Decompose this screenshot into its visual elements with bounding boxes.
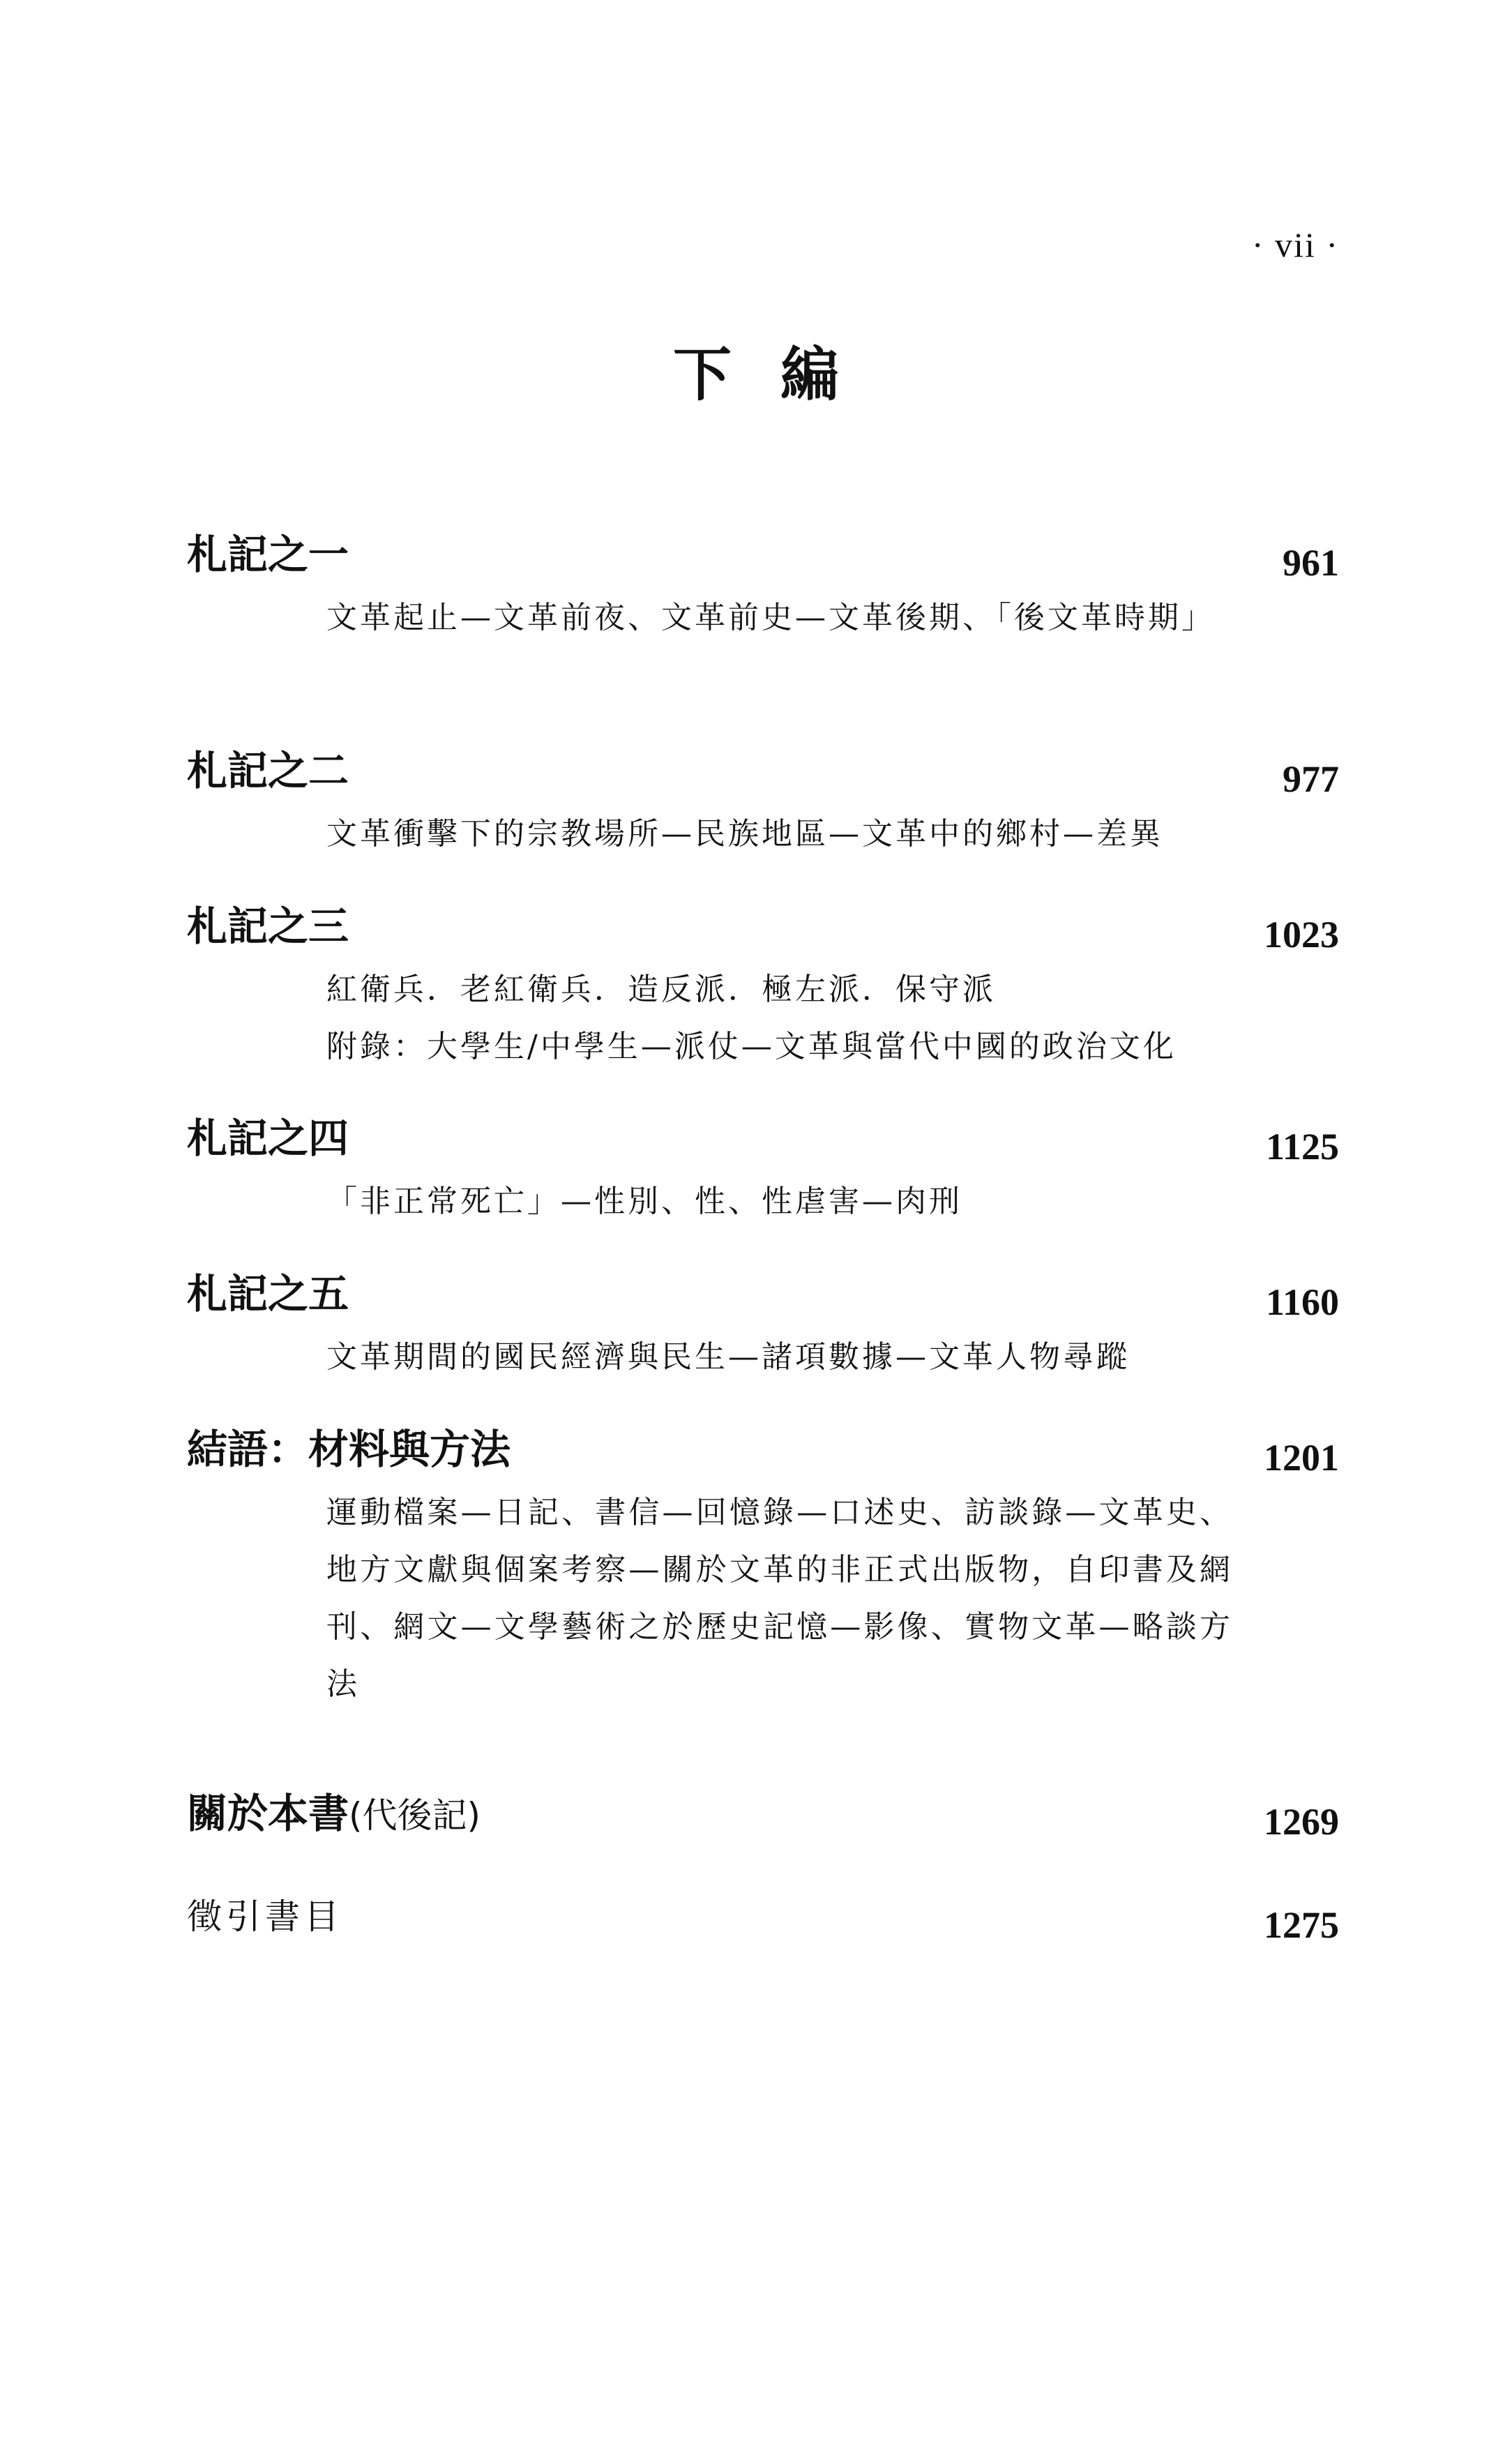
toc-entry[interactable]: [187, 1786, 1339, 1848]
entry-title: 札記之二: [187, 747, 349, 794]
entry-page-number: 961: [1283, 542, 1339, 584]
entry-description: 文革起止—文革前夜、文革前史—文革後期、「後文革時期」: [326, 600, 1215, 635]
toc-entry[interactable]: [187, 898, 1339, 1076]
entry-description-appendix: 附錄：大學生/中學生—派仗—文革與當代中國的政治文化: [326, 1029, 1177, 1064]
entry-page-number: 1023: [1264, 914, 1339, 956]
entry-title: 徵引書目: [187, 1896, 343, 1937]
entry-title: 札記之三: [187, 903, 349, 950]
entry-title-suffix: (代後記): [349, 1795, 481, 1836]
entry-title: 札記之一: [187, 531, 349, 578]
entry-title: 札記之五: [187, 1270, 349, 1318]
toc-entry[interactable]: [187, 1889, 1339, 1952]
entry-page-number: 1125: [1265, 1126, 1339, 1168]
entry-page-number: 977: [1283, 758, 1339, 800]
entry-description: 文革期間的國民經濟與民生—諸項數據—文革人物尋蹤: [326, 1339, 1130, 1375]
entry-page-number: 1201: [1264, 1437, 1339, 1479]
entry-title: 結語：材料與方法: [187, 1426, 511, 1473]
page-number: · vii ·: [1251, 225, 1339, 264]
entry-title: 札記之四: [187, 1115, 349, 1162]
entry-page-number: 1160: [1265, 1281, 1339, 1323]
entry-description: 紅衛兵．老紅衛兵．造反派．極左派．保守派: [326, 972, 996, 1007]
toc-entry[interactable]: [187, 1421, 1339, 1713]
entry-page-number: 1269: [1264, 1801, 1339, 1843]
entry-title-text: 關於本書: [187, 1790, 349, 1837]
toc-entry[interactable]: [187, 1110, 1339, 1230]
entry-page-number: 1275: [1264, 1904, 1339, 1946]
entry-description: 文革衝擊下的宗教場所—民族地區—文革中的鄉村—差異: [326, 816, 1163, 852]
entry-description: 「非正常死亡」—性別、性、性虐害—肉刑: [326, 1184, 962, 1219]
entry-description: 運動檔案—日記、書信—回憶錄—口述史、訪談錄—文革史、地方文獻與個案考察—關於文革的非正式出版物，自印書及網刊、網文—文學藝術之於歷史記憶—影像、實物文革—略談方法: [326, 1495, 1233, 1702]
toc-entry[interactable]: [187, 527, 1339, 647]
toc-entry[interactable]: [187, 1266, 1339, 1386]
toc-entry[interactable]: [187, 743, 1339, 863]
part-title: 下編: [672, 340, 888, 409]
entry-title: [187, 1786, 481, 1843]
